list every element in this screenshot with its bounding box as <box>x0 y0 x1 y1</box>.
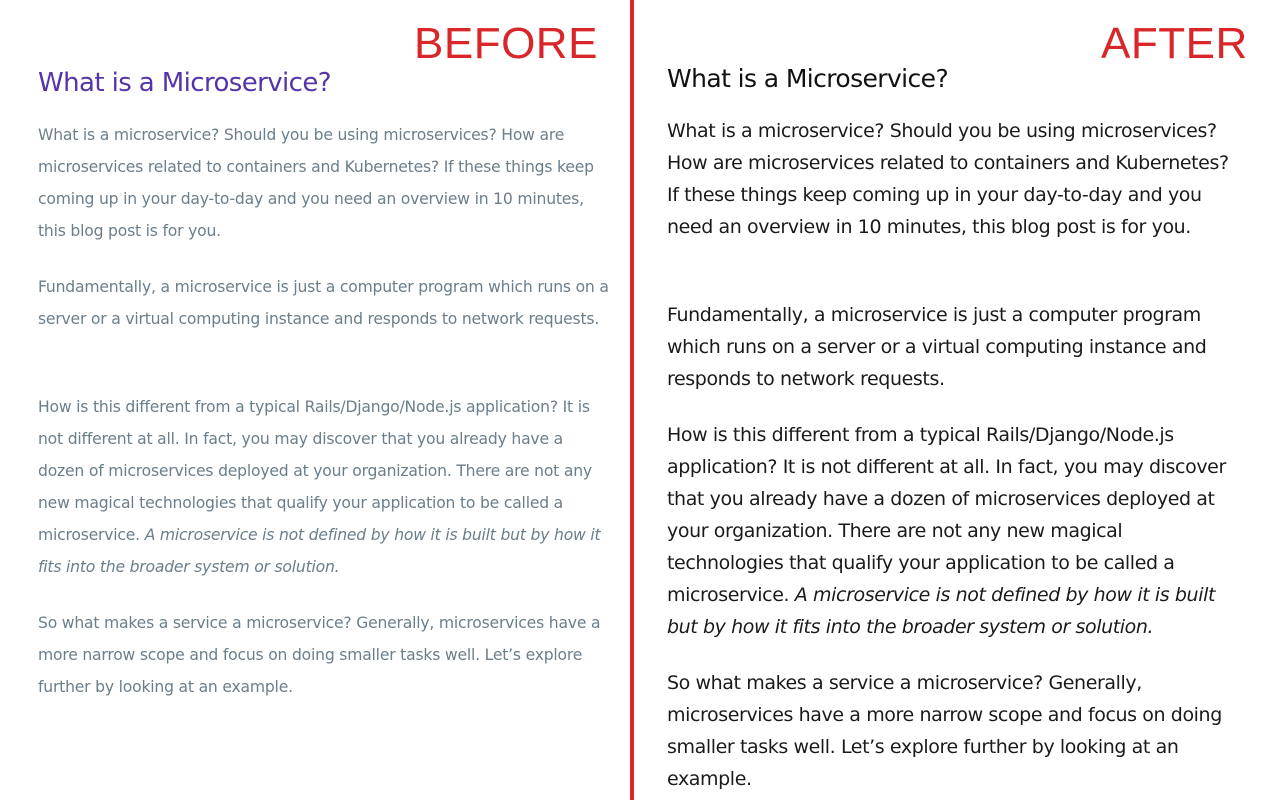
before-paragraph-3-text: How is this different from a typical Rails/Django/Node.js application? It is not different at all. In fact, you may discover that you already have a dozen of microservices deployed at your organization. There are not any new magical technologies that qualify your application to be called a microservice. <box>38 398 592 544</box>
before-paragraph-3 <box>38 391 612 583</box>
before-paragraph-2: Fundamentally, a microservice is just a computer program which runs on a server or a virtual computing instance and responds to network requests. <box>38 278 609 328</box>
after-paragraph-2: Fundamentally, a microservice is just a computer program which runs on a server or a virtual computing instance and responds to network requests. <box>667 304 1207 390</box>
before-paragraph-4: So what makes a service a microservice? Generally, microservices have a more narrow scope and focus on doing smaller tasks well. Let’s explore further by looking at an example. <box>38 614 601 696</box>
before-label: BEFORE <box>414 19 598 68</box>
before-paragraph-3-italic: A microservice is not defined by how it is built but by how it fits into the broader system or solution. <box>38 526 601 576</box>
after-paragraph-4: So what makes a service a microservice? Generally, microservices have a more narrow scope and focus on doing smaller tasks well. Let’s explore further by looking at an example. <box>667 672 1222 790</box>
after-label: AFTER <box>1101 19 1248 68</box>
before-paragraph-1: What is a microservice? Should you be using microservices? How are microservices related to containers and Kubernetes? If these things keep coming up in your day-to-day and you need an overview in 10 minutes, this blog post is for you. <box>38 126 594 240</box>
after-paragraph-3 <box>667 419 1242 643</box>
after-paragraph-3-italic: A microservice is not defined by how it is built but by how it fits into the broader system or solution. <box>667 584 1216 638</box>
after-article-title: What is a Microservice? <box>667 64 949 93</box>
after-paragraph-3-text: How is this different from a typical Rails/Django/Node.js application? It is not different at all. In fact, you may discover that you already have a dozen of microservices deployed at your organization. There are not any new magical technologies that qualify your application to be called a microservice. <box>667 424 1226 606</box>
after-paragraph-1: What is a microservice? Should you be using microservices? How are microservices related to containers and Kubernetes? If these things keep coming up in your day-to-day and you need an overview in 10 minutes, this blog post is for you. <box>667 120 1229 238</box>
before-article-title: What is a Microservice? <box>38 68 331 98</box>
panel-divider <box>630 0 634 800</box>
